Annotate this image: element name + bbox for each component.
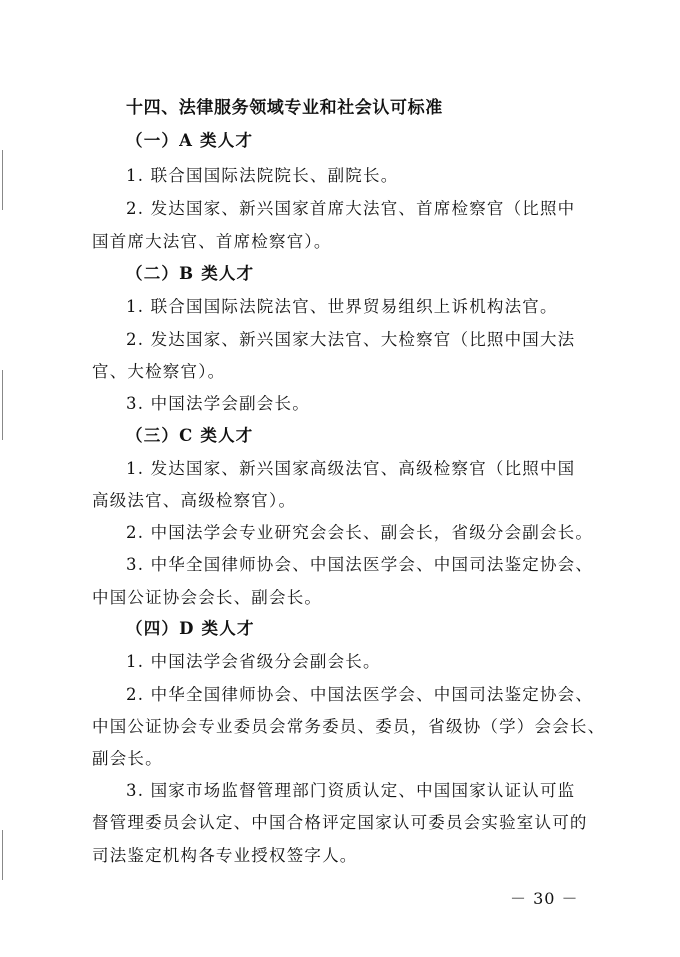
- section-title: 十四、法律服务领域专业和社会认可标准: [126, 98, 443, 118]
- page-number: － 30 －: [510, 889, 579, 908]
- paragraph-line: 中国公证协会专业委员会常务委员、委员，省级协（学）会会长、: [92, 717, 606, 736]
- paragraph-line: 2. 发达国家、新兴国家首席大法官、首席检察官（比照中: [126, 199, 576, 218]
- paragraph-line: 副会长。: [92, 749, 163, 768]
- paragraph-line: 国首席大法官、首席检察官）。: [92, 232, 332, 251]
- paragraph-line: 1. 联合国国际法院院长、副院长。: [126, 166, 399, 185]
- category-heading-b: （二）B 类人才: [126, 264, 255, 283]
- scan-edge-mark: [2, 830, 3, 880]
- paragraph-line: 1. 中国法学会省级分会副会长。: [126, 652, 381, 671]
- paragraph-line: 1. 发达国家、新兴国家高级法官、高级检察官（比照中国: [126, 459, 576, 478]
- scan-edge-mark: [2, 150, 3, 210]
- scan-edge-mark: [2, 370, 3, 440]
- paragraph-line: 中国公证协会会长、副会长。: [92, 588, 323, 607]
- paragraph-line: 3. 中国法学会副会长。: [126, 394, 310, 413]
- paragraph-line: 司法鉴定机构各专业授权签字人。: [92, 846, 358, 865]
- paragraph-line: 2. 中国法学会专业研究会会长、副会长，省级分会副会长。: [126, 523, 594, 542]
- paragraph-line: 3. 中华全国律师协会、中国法医学会、中国司法鉴定协会、: [126, 555, 594, 574]
- paragraph-line: 官、大检察官）。: [92, 362, 226, 381]
- paragraph-line: 2. 中华全国律师协会、中国法医学会、中国司法鉴定协会、: [126, 685, 594, 704]
- paragraph-line: 高级法官、高级检察官）。: [92, 491, 297, 510]
- category-heading-c: （三）C 类人才: [126, 426, 254, 445]
- category-heading-a: （一）A 类人才: [126, 131, 254, 150]
- paragraph-line: 3. 国家市场监督管理部门资质认定、中国国家认证认可监: [126, 781, 576, 800]
- paragraph-line: 2. 发达国家、新兴国家大法官、大检察官（比照中国大法: [126, 330, 576, 349]
- paragraph-line: 1. 联合国国际法院法官、世界贸易组织上诉机构法官。: [126, 297, 558, 316]
- category-heading-d: （四）D 类人才: [126, 619, 255, 638]
- paragraph-line: 督管理委员会认定、中国合格评定国家认可委员会实验室认可的: [92, 813, 588, 832]
